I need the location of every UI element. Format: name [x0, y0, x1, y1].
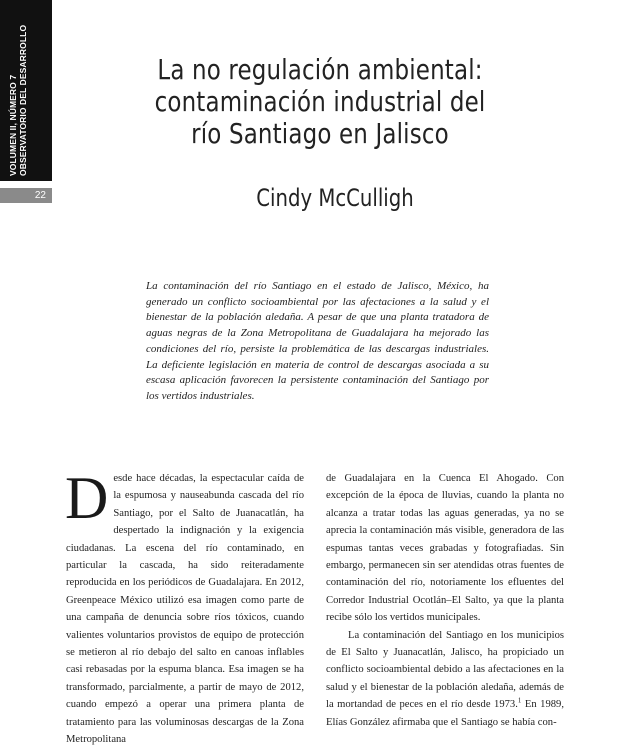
article-author: Cindy McCulligh: [256, 184, 414, 212]
journal-name: OBSERVATORIO DEL DESARROLLO: [18, 24, 28, 176]
body-column-right: [326, 470, 564, 731]
body-paragraph: de Guadalajara en la Cuenca El Ahogado. Con excepción de la época de lluvias, cuando la planta no alcanza a tratar todas las aguas generadas, ya no se aprecia la contaminación más visible, generadora de las espumas tantas veces grabadas y fotografiadas. Sin embargo, permanecen sin ser atendidas otras fuentes de contaminación del río, notoriamente los efluentes del Corredor Industrial Ocotlán–El Salto, ya que la planta recibe sólo los vertidos municipales.: [326, 473, 564, 624]
body-paragraph: [65, 465, 304, 749]
drop-cap: D: [65, 465, 109, 531]
journal-volume: VOLUMEN II, NÚMERO 7: [8, 74, 18, 176]
body-paragraph: [326, 627, 564, 731]
article-abstract: La contaminación del río Santiago en el estado de Jalisco, México, ha generado un conflicto socioambiental por las afectaciones a la salud y el bienestar de la población aledaña. A pesar de que una planta tratadora de aguas negras de la Zona Metropolitana de Guadalajara ha mejorado las condiciones del río, persiste la problemática de las descargas industriales. La deficiente legislación en materia de control de descargas asociada a su escasa aplicación favorecen la persistente contaminación del Santiago por los vertidos industriales.: [146, 280, 489, 402]
title-line: río Santiago en Jalisco: [191, 117, 449, 150]
journal-info: [8, 25, 28, 176]
title-line: La no regulación ambiental:: [157, 53, 483, 86]
paragraph-text: esde hace décadas, la espectacular caída de la espumosa y nauseabunda cascada del río Santiago, por el Salto de Juanacatlán, ha despertado la indignación y la exigencia ciudadanas. La escena del río contaminado, en particular la cascada, ha sido reiteradamente reproducida en los periódicos de Guadalajara. En 2012, Greenpeace México utilizó esa imagen como parte de una campaña de denuncia sobre ríos tóxicos, cuando valientes voluntarios provistos de equipo de protección se metieron al río debajo del salto en canoas inflables casi rebasadas por la espuma blanca. Esa imagen se ha transformado, parcialmente, a partir de mayo de 2012, cuando empezó a operar una primera planta de tratamiento para las voluminosas descargas de la Zona Metropolitana: [66, 473, 304, 746]
footnote-marker[interactable]: 1: [517, 696, 522, 705]
body-column-left: [65, 465, 304, 749]
paragraph-text: En 1989, Elías González afirmaba que el Santiago se había con-: [326, 699, 565, 728]
paragraph-text: La contaminación del Santiago en los municipios de El Salto y Juanacatlán, Jalisco, ha propiciado un conflicto socioambiental debido a las afectaciones en la salud y el bienestar de la población aledaña, además de la mortandad de peces en el río desde 1973.: [326, 629, 564, 711]
page-number: 22: [0, 188, 52, 203]
article-title: [107, 54, 533, 150]
title-line: contaminación industrial del: [154, 85, 486, 118]
